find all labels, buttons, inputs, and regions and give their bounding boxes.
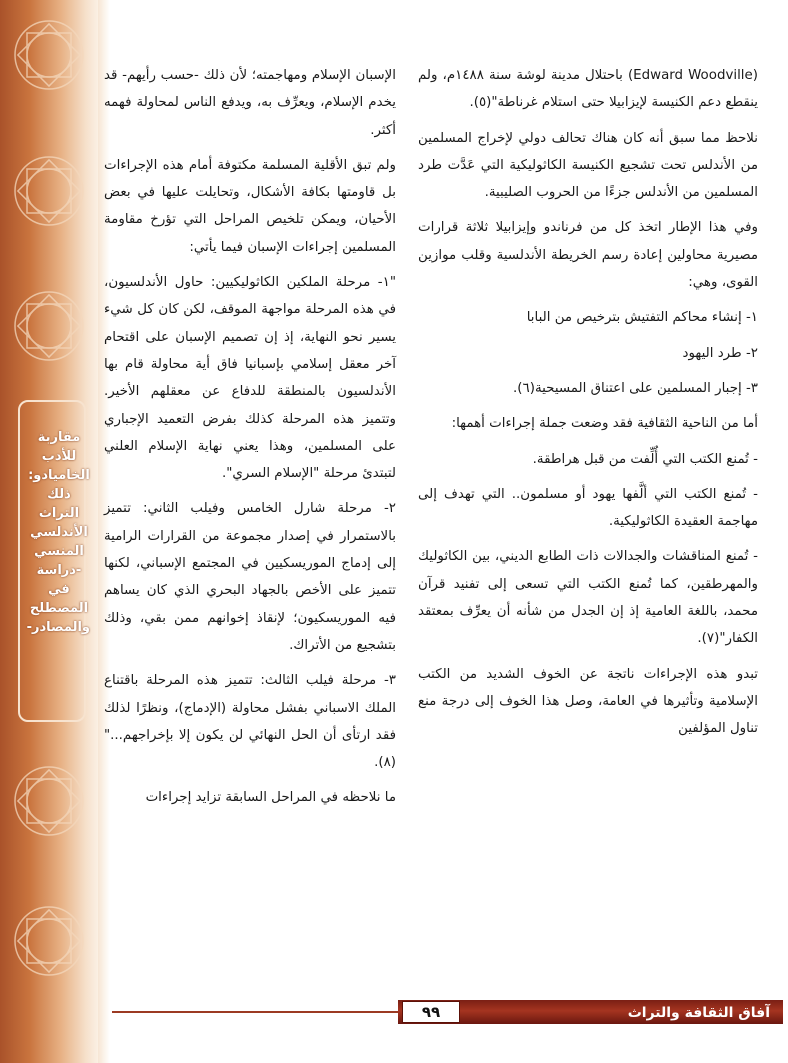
article-title-vertical	[28, 428, 90, 637]
paragraph: وفي هذا الإطار اتخذ كل من فرناندو وإيزابيلا ثلاثة قرارات مصيرية محاولين إعادة رسم الخريطة الأندلسية وقلب موازين القوى، وهي:	[418, 220, 758, 291]
paragraph: ٢- مرحلة شارل الخامس وفيلب الثاني: تتميز بالاستمرار في إصدار مجموعة من القرارات الرامية إلى إدماج الموريسكيين في المجتمع الإسباني، لكنها تتميز على الأخص بالجهاد البحري الذي كان يساهم فيه الموريسكيون؛ لإنقاذ إخوانهم ممن بقي، وذلك بتشجيع من الأتراك.	[104, 501, 396, 653]
paragraph: نلاحظ مما سبق أنه كان هناك تحالف دولي لإخراج المسلمين من الأندلس تحت تشجيع الكنيسة الكاثوليكية التي عَدَّت طرد المسلمين من الأندلس جزءًا من الحروب الصليبية.	[418, 130, 758, 201]
footer-rule	[112, 1011, 398, 1013]
text-column-right	[418, 62, 758, 751]
paragraph: الإسبان الإسلام ومهاجمته؛ لأن ذلك -حسب رأيهم- قد يخدم الإسلام، ويعرِّف به، ويدفع الناس لمحاولة فهمه أكثر.	[104, 68, 396, 138]
list-item: - تُمنع الكتب التي أُلِّفت من قبل هراطقة.	[532, 451, 758, 467]
title-line: المصطلح	[29, 601, 89, 616]
title-line: الأندلسي	[30, 525, 88, 540]
ornament-icon	[8, 900, 90, 982]
journal-title: آفاق الثقافة والتراث	[627, 1005, 770, 1021]
list-item: ٣- إجبار المسلمين على اعتناق المسيحية(٦).	[513, 380, 758, 396]
title-line: ذلك التراث	[38, 487, 80, 521]
page-number: ٩٩	[402, 1001, 460, 1023]
title-line: الخاميادو:	[28, 468, 90, 483]
paragraph: "١- مرحلة الملكين الكاثوليكيين: حاول الأندلسيون، في هذه المرحلة مواجهة الموقف، لكن كان كل شيء يسير نحو النهاية، إذ إن تصميم الإسبان على اقتحام آخر معقل إسلامي بإسبانيا فاق أية محاولة قام بها الأندلسيون بالمنطقة للدفاع عن معقلهم الأخير. وتتميز هذه المرحلة كذلك بفرض التعميد الإجباري على المسلمين، وهذا يعني نهاية الإسلام العلني لتبتدئ مرحلة "الإسلام السري".	[104, 275, 396, 482]
paragraph: ولم تبق الأقلية المسلمة مكتوفة أمام هذه الإجراءات بل قاومتها بكافة الأشكال، وتحايلت عليها في بعض الأحيان، ويمكن تلخيص المراحل التي تؤرخ مقاومة المسلمين إجراءات الإسبان فيما يأتي:	[104, 157, 396, 255]
list-item: - تُمنع الكتب التي ألَّفها يهود أو مسلمون.. التي تهدف إلى مهاجمة العقيدة الكاثوليكية.	[418, 486, 758, 530]
text-column-left	[104, 62, 396, 820]
list-item: ٢- طرد اليهود	[682, 345, 758, 361]
ornament-icon	[8, 14, 90, 96]
title-line: -دراسة في	[36, 563, 82, 597]
title-line: مقاربة	[37, 430, 81, 445]
list-item: ١- إنشاء محاكم التفتيش بترخيص من البابا	[526, 310, 758, 326]
ornament-icon	[8, 285, 90, 367]
paragraph: تبدو هذه الإجراءات ناتجة عن الخوف الشديد من الكتب الإسلامية وتأثيرها في العامة، وصل هذا الخوف إلى درجة منع تناول المؤلفين	[418, 666, 758, 737]
paragraph: ٣- مرحلة فيلب الثالث: تتميز هذه المرحلة باقتناع الملك الاسباني بفشل محاولة (الإدماج)، ونظرًا لذلك فقد ارتأى أن الحل النهائي لن يكون إلا بإخراجهم..."(٨).	[104, 673, 396, 771]
title-line: والمصادر-	[26, 620, 90, 635]
paragraph: ما نلاحظه في المراحل السابقة تزايد إجراءات	[145, 790, 396, 806]
paragraph: (Edward Woodville) باحتلال مدينة لوشة سنة ١٤٨٨م، ولم ينقطع دعم الكنيسة لإيزابيلا حتى استلام غرناطة"(٥).	[418, 68, 759, 111]
title-line: للأدب	[41, 449, 77, 464]
ornament-icon	[8, 760, 90, 842]
title-line: المنسي	[34, 544, 84, 559]
ornament-icon	[8, 150, 90, 232]
paragraph: أما من الناحية الثقافية فقد وضعت جملة إجراءات أهمها:	[451, 416, 758, 432]
list-item: - تُمنع المناقشات والجدالات ذات الطابع الديني، بين الكاثوليك والمهرطقين، كما تُمنع الكتب التي تسعى إلى تفنيد قرآن محمد، باللغة العامية إذ إن الجدل من شأنه أن يعرِّف بمعتقد الكفار"(٧).	[418, 549, 758, 647]
